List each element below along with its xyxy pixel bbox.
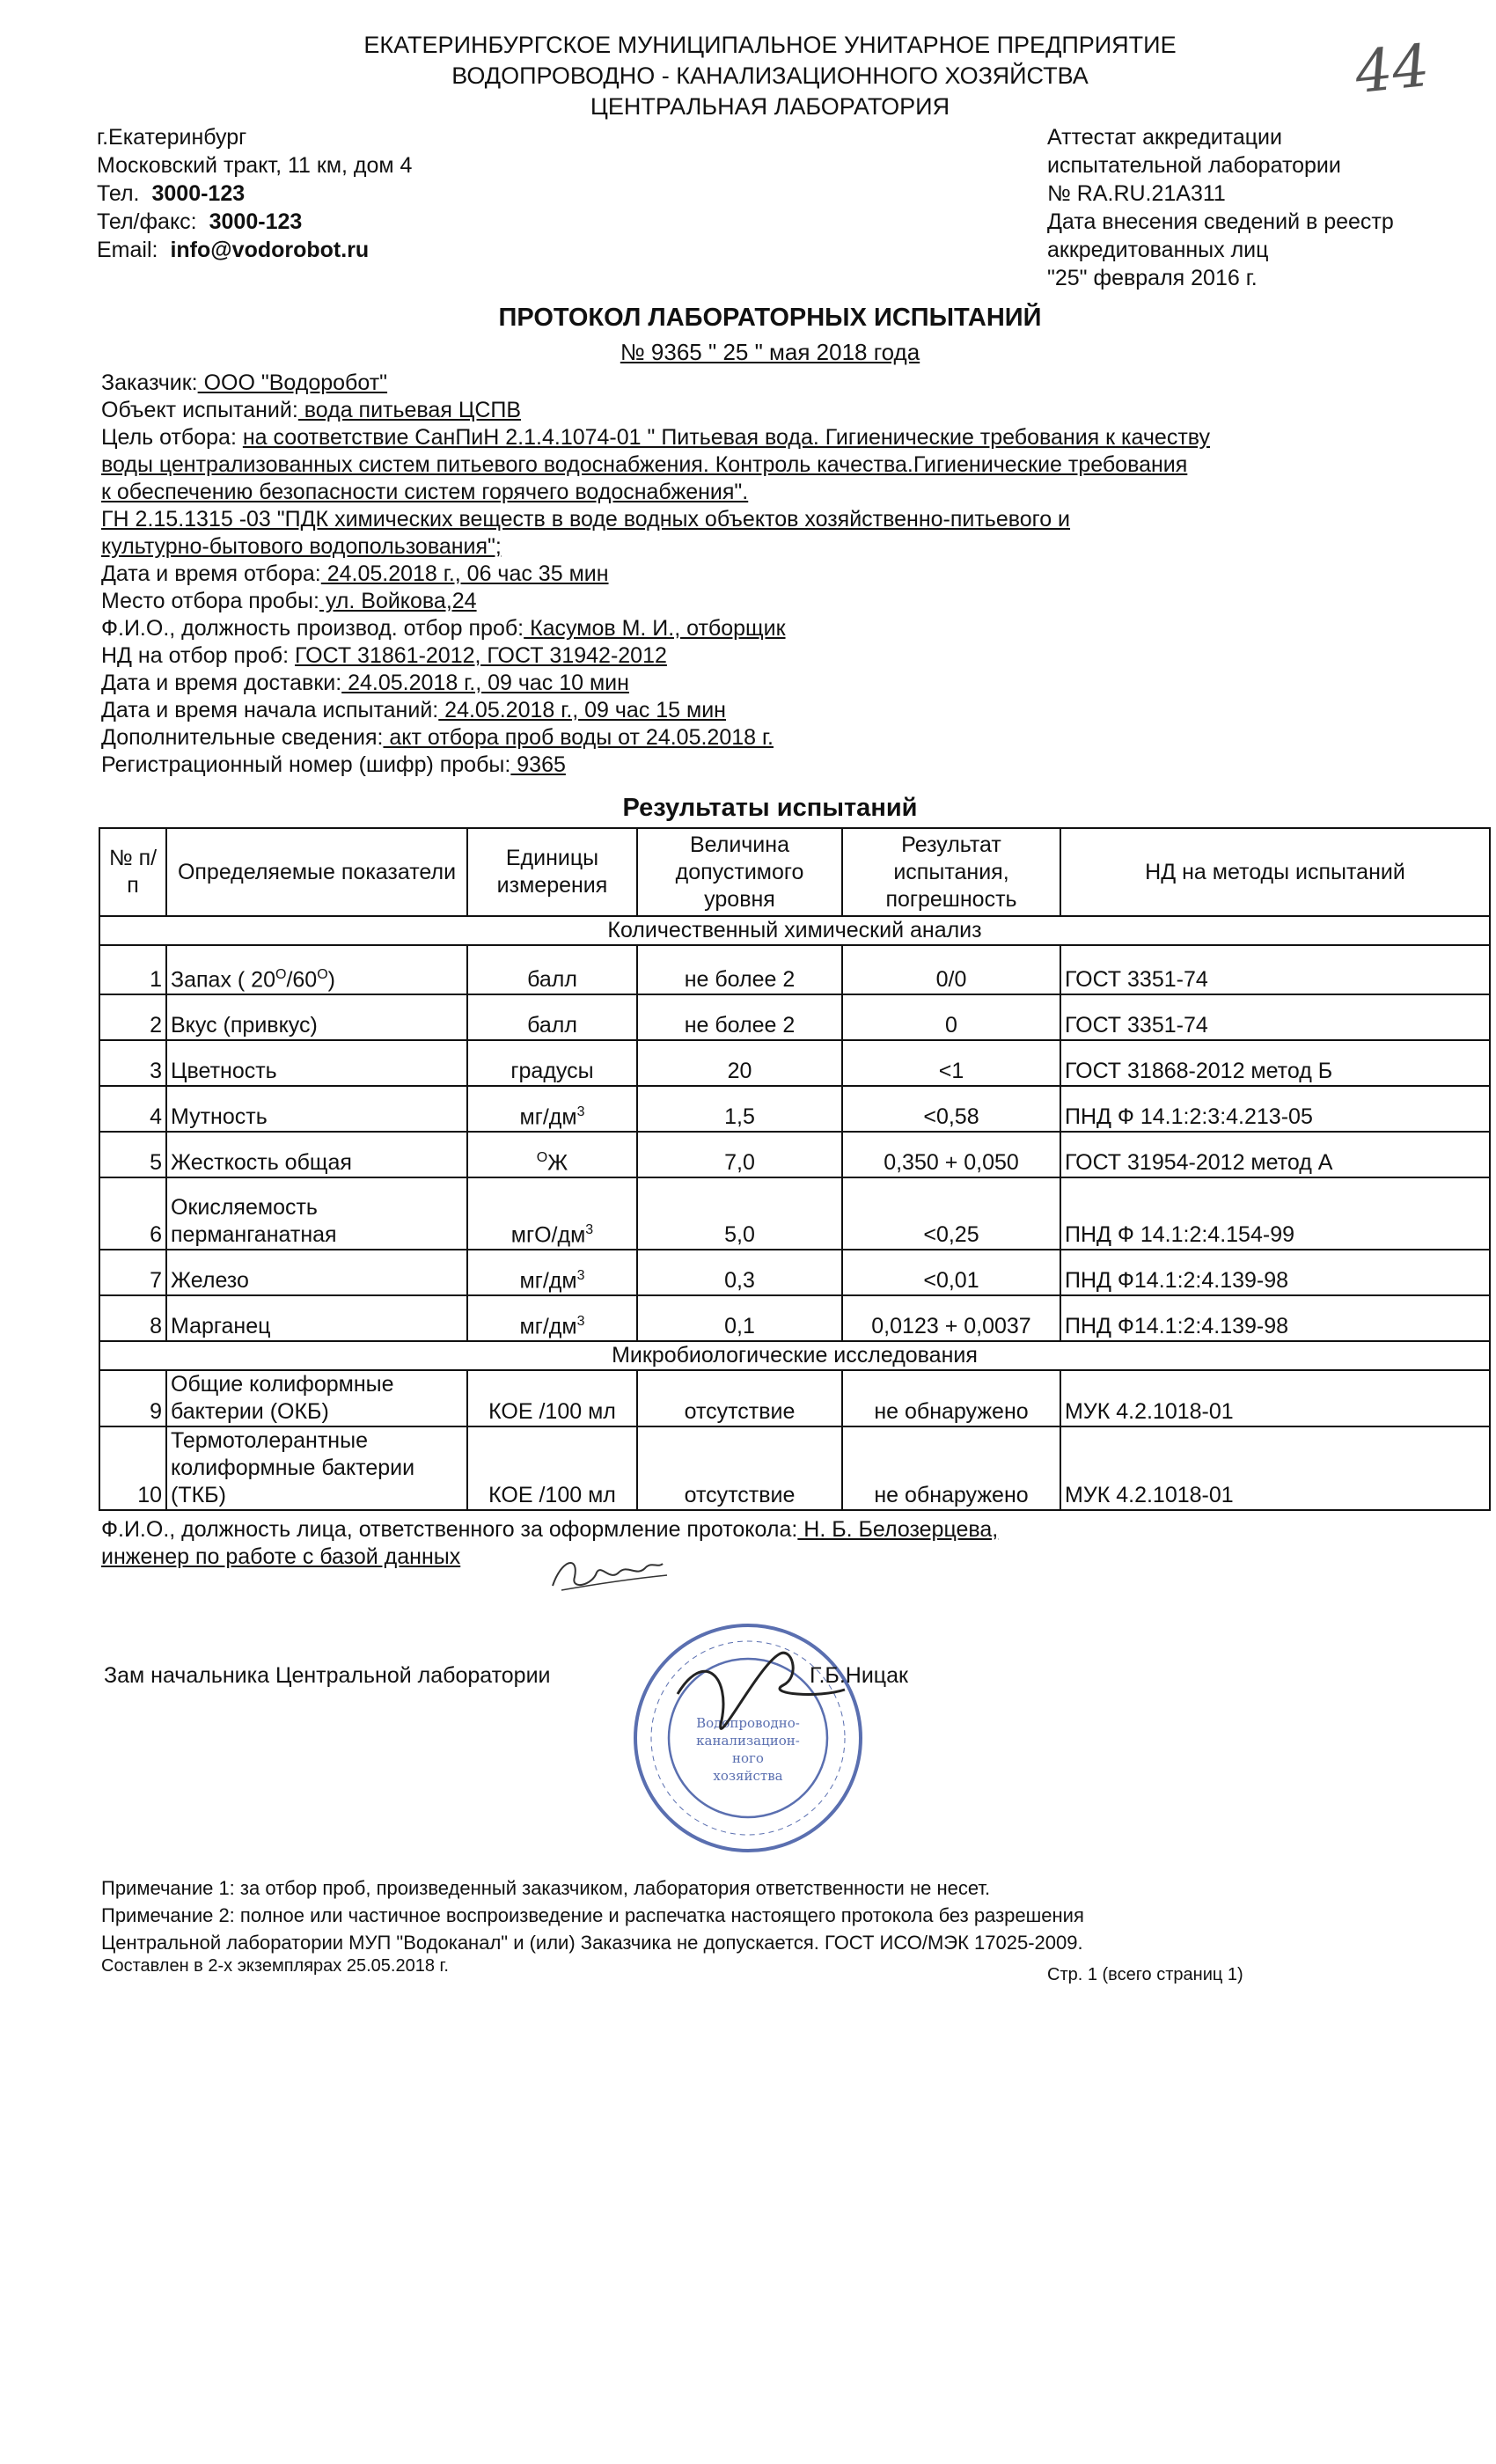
row-limit: отсутствие <box>637 1370 842 1426</box>
contacts-block <box>97 123 412 264</box>
row-method: МУК 4.2.1018-01 <box>1060 1426 1490 1510</box>
table-row <box>99 1086 1490 1132</box>
row-indicator <box>166 1370 467 1426</box>
protocol-number: № 9365 " 25 " мая 2018 года <box>620 339 920 365</box>
stamp-text-2: канализацион- <box>696 1733 800 1749</box>
row-indicator <box>166 1250 467 1295</box>
sampler-row <box>101 615 1404 642</box>
delivery-value: 24.05.2018 г., 09 час 10 мин <box>341 671 629 695</box>
row-limit: 0,3 <box>637 1250 842 1295</box>
row-num: 7 <box>99 1250 166 1295</box>
row-unit <box>467 1132 637 1177</box>
indicator-name-end: ) <box>327 967 335 992</box>
header-limit: Величина допустимого уровня <box>637 828 842 916</box>
test-start-row <box>101 697 1404 724</box>
table-row <box>99 1040 1490 1086</box>
stamp-text-1: Водопроводно- <box>696 1715 800 1731</box>
unit-text: мгО/дм <box>510 1222 586 1247</box>
row-method: ПНД Ф14.1:2:4.139-98 <box>1060 1250 1490 1295</box>
section-row <box>99 1341 1490 1370</box>
object-row <box>101 397 1404 424</box>
nd-value: ГОСТ 31861-2012, ГОСТ 31942-2012 <box>295 643 667 668</box>
chief-label: Зам начальника Центральной лаборатории <box>104 1663 551 1688</box>
unit-sup: 3 <box>585 1221 594 1237</box>
table-row <box>99 1370 1490 1426</box>
accred-line-6: "25" февраля 2016 г. <box>1047 266 1258 290</box>
note-1: Примечание 1: за отбор проб, произведенный заказчиком, лаборатория ответственности не несет. <box>101 1877 991 1899</box>
composed-note: Составлен в 2-х экземплярах 25.05.2018 г. <box>101 1956 449 1976</box>
section-row <box>99 916 1490 945</box>
accred-line-2: испытательной лаборатории <box>1047 153 1341 178</box>
row-num: 9 <box>99 1370 166 1426</box>
row-unit <box>467 1295 637 1341</box>
row-indicator <box>166 1426 467 1510</box>
object-value: вода питьевая ЦСПВ <box>297 398 522 422</box>
unit-text: мг/дм <box>519 1268 577 1293</box>
note-2-line-1: Примечание 2: полное или частичное воспроизведение и распечатка настоящего протокола без разрешения <box>101 1904 1084 1926</box>
row-limit: 7,0 <box>637 1132 842 1177</box>
extra-label: Дополнительные сведения: <box>101 725 384 750</box>
unit-text: балл <box>527 1013 577 1038</box>
row-num: 8 <box>99 1295 166 1341</box>
purpose-value-1: на соответствие СанПиН 2.1.4.1074-01 " Питьевая вода. Гигиенические требования к качеству <box>242 425 1211 450</box>
row-result: не обнаружено <box>842 1426 1060 1510</box>
organization-stamp <box>625 1615 871 1861</box>
sampling-place-value: ул. Войкова,24 <box>319 589 477 613</box>
row-num: 4 <box>99 1086 166 1132</box>
indicator-name: Общие колиформные <box>171 1372 394 1397</box>
header-result: Результат испытания, погрешность <box>842 828 1060 916</box>
customer-label: Заказчик: <box>101 370 198 395</box>
degree-sup-2: О <box>317 966 328 982</box>
row-result: <0,25 <box>842 1177 1060 1250</box>
row-limit: не более 2 <box>637 994 842 1040</box>
indicator-name-mid: /60 <box>286 967 318 992</box>
unit-text: мг/дм <box>519 1104 577 1129</box>
row-result: <0,01 <box>842 1250 1060 1295</box>
accred-line-4: Дата внесения сведений в реестр <box>1047 209 1394 234</box>
sampling-datetime-row <box>101 561 1404 588</box>
test-start-value: 24.05.2018 г., 09 час 15 мин <box>438 698 726 722</box>
row-method: ПНД Ф 14.1:2:3:4.213-05 <box>1060 1086 1490 1132</box>
row-result: <0,58 <box>842 1086 1060 1132</box>
row-num: 10 <box>99 1426 166 1510</box>
row-limit: не более 2 <box>637 945 842 994</box>
phone-row <box>97 180 412 208</box>
header-indicator: Определяемые показатели <box>166 828 467 916</box>
results-body <box>99 916 1490 1510</box>
responsible-signature <box>544 1542 676 1603</box>
row-result: не обнаружено <box>842 1370 1060 1426</box>
indicator-name: Железо <box>171 1268 249 1293</box>
row-method: ПНД Ф 14.1:2:4.154-99 <box>1060 1177 1490 1250</box>
org-line-3: ЦЕНТРАЛЬНАЯ ЛАБОРАТОРИЯ <box>590 93 950 120</box>
fax-value: 3000-123 <box>209 209 303 234</box>
row-indicator <box>166 994 467 1040</box>
results-header-row <box>99 828 1490 916</box>
organization-header <box>0 30 1496 122</box>
row-result: 0 <box>842 994 1060 1040</box>
reg-value: 9365 <box>510 752 566 777</box>
indicator-name: Вкус (привкус) <box>171 1013 318 1038</box>
nd-label: НД на отбор проб: <box>101 643 296 668</box>
stamp-text-3: ного <box>732 1750 764 1766</box>
header-units: Единицы измерения <box>467 828 637 916</box>
sampler-value: Касумов М. И., отборщик <box>524 616 786 641</box>
degree-sup-1: О <box>275 966 287 982</box>
row-unit <box>467 1086 637 1132</box>
responsible-label: Ф.И.О., должность лица, ответственного за оформление протокола: <box>101 1517 798 1542</box>
unit-sup: 3 <box>576 1104 585 1119</box>
unit-pre-sup: О <box>536 1149 548 1165</box>
row-limit: отсутствие <box>637 1426 842 1510</box>
row-result: <1 <box>842 1040 1060 1086</box>
responsible-row <box>101 1516 998 1544</box>
row-indicator <box>166 1040 467 1086</box>
sampling-place-label: Место отбора пробы: <box>101 589 319 613</box>
email-row <box>97 236 412 264</box>
unit-text: балл <box>527 967 577 992</box>
indicator-name: Жесткость общая <box>171 1150 352 1175</box>
phone-label: Тел. <box>97 181 140 206</box>
row-num: 1 <box>99 945 166 994</box>
header-method: НД на методы испытаний <box>1060 828 1490 916</box>
accred-line-1: Аттестат аккредитации <box>1047 125 1282 150</box>
table-row <box>99 1250 1490 1295</box>
row-limit: 5,0 <box>637 1177 842 1250</box>
sampling-place-row <box>101 588 1404 615</box>
unit-text: Ж <box>547 1150 568 1175</box>
row-indicator <box>166 1132 467 1177</box>
table-row <box>99 1177 1490 1250</box>
phone-value: 3000-123 <box>151 181 246 206</box>
table-row <box>99 945 1490 994</box>
protocol-title: ПРОТОКОЛ ЛАБОРАТОРНЫХ ИСПЫТАНИЙ <box>498 304 1042 332</box>
responsible-name: Н. Б. Белозерцева, <box>797 1517 999 1542</box>
purpose-value-4: ГН 2.15.1315 -03 "ПДК химических веществ в воде водных объектов хозяйственно-питьевого и <box>101 507 1071 532</box>
row-unit: КОЕ /100 мл <box>467 1426 637 1510</box>
row-indicator <box>166 1295 467 1341</box>
city: г.Екатеринбург <box>97 125 247 150</box>
customer-row <box>101 370 1404 397</box>
unit-sup: 3 <box>576 1267 585 1283</box>
row-method: ГОСТ 3351-74 <box>1060 945 1490 994</box>
sampler-label: Ф.И.О., должность производ. отбор проб: <box>101 616 524 641</box>
email-label: Email: <box>97 238 158 262</box>
row-result: 0,350 + 0,050 <box>842 1132 1060 1177</box>
row-limit: 1,5 <box>637 1086 842 1132</box>
handwritten-page-number: 44 <box>1352 31 1433 107</box>
sample-info <box>101 370 1404 779</box>
accred-line-5: аккредитованных лиц <box>1047 238 1269 262</box>
indicator-name: Марганец <box>171 1314 271 1338</box>
accreditation-block <box>1047 123 1394 292</box>
section-microbiology: Микробиологические исследования <box>99 1341 1490 1370</box>
org-line-2: ВОДОПРОВОДНО - КАНАЛИЗАЦИОННОГО ХОЗЯЙСТВА <box>451 62 1089 89</box>
table-row <box>99 1426 1490 1510</box>
notes-block <box>101 1874 1084 1956</box>
fax-row <box>97 208 412 236</box>
indicator-name-2: перманганатная <box>171 1222 337 1247</box>
accred-line-3: № RA.RU.21A311 <box>1047 181 1226 206</box>
row-unit <box>467 1250 637 1295</box>
sampling-datetime-label: Дата и время отбора: <box>101 561 321 586</box>
chief-name: Г.Б.Ницак <box>810 1663 908 1688</box>
table-row <box>99 1295 1490 1341</box>
indicator-name-2: колиформные бактерии <box>171 1456 415 1480</box>
header-num: № п/п <box>99 828 166 916</box>
page-info: Стр. 1 (всего страниц 1) <box>1047 1965 1243 1984</box>
row-indicator <box>166 1177 467 1250</box>
indicator-name-3: (ТКБ) <box>171 1483 226 1507</box>
extra-value: акт отбора проб воды от 24.05.2018 г. <box>383 725 774 750</box>
row-num: 6 <box>99 1177 166 1250</box>
row-result: 0/0 <box>842 945 1060 994</box>
indicator-name: Мутность <box>171 1104 268 1129</box>
row-method: ГОСТ 3351-74 <box>1060 994 1490 1040</box>
unit-text: мг/дм <box>519 1314 577 1338</box>
test-start-label: Дата и время начала испытаний: <box>101 698 439 722</box>
row-unit <box>467 945 637 994</box>
row-unit: КОЕ /100 мл <box>467 1370 637 1426</box>
results-table <box>99 827 1491 1511</box>
nd-row <box>101 642 1404 670</box>
sampling-datetime-value: 24.05.2018 г., 06 час 35 мин <box>320 561 609 586</box>
unit-sup: 3 <box>576 1313 585 1329</box>
table-row <box>99 1132 1490 1177</box>
row-indicator <box>166 945 467 994</box>
delivery-label: Дата и время доставки: <box>101 671 342 695</box>
results-title: Результаты испытаний <box>622 794 918 822</box>
purpose-label: Цель отбора: <box>101 425 243 450</box>
object-label: Объект испытаний: <box>101 398 298 422</box>
customer-value: ООО "Водоробот" <box>197 370 388 395</box>
purpose-value-5: культурно-бытового водопользования"; <box>101 534 502 559</box>
table-row <box>99 994 1490 1040</box>
section-chemical: Количественный химический анализ <box>99 916 1490 945</box>
row-method: ГОСТ 31868-2012 метод Б <box>1060 1040 1490 1086</box>
row-indicator <box>166 1086 467 1132</box>
responsible-position: инженер по работе с базой данных <box>101 1544 461 1569</box>
row-limit: 0,1 <box>637 1295 842 1341</box>
row-num: 3 <box>99 1040 166 1086</box>
row-method: ПНД Ф14.1:2:4.139-98 <box>1060 1295 1490 1341</box>
reg-row <box>101 752 1404 779</box>
row-limit: 20 <box>637 1040 842 1086</box>
row-unit <box>467 994 637 1040</box>
indicator-name: Термотолерантные <box>171 1428 368 1453</box>
row-num: 2 <box>99 994 166 1040</box>
row-method: МУК 4.2.1018-01 <box>1060 1370 1490 1426</box>
note-2-line-2: Центральной лаборатории МУП "Водоканал" и (или) Заказчика не допускается. ГОСТ ИСО/МЭК 17025-2009. <box>101 1932 1083 1954</box>
address: Московский тракт, 11 км, дом 4 <box>97 153 413 178</box>
indicator-name: Запах ( 20 <box>171 967 275 992</box>
extra-row <box>101 724 1404 752</box>
fax-label: Тел/факс: <box>97 209 197 234</box>
indicator-name-2: бактерии (ОКБ) <box>171 1399 329 1424</box>
reg-label: Регистрационный номер (шифр) пробы: <box>101 752 511 777</box>
purpose-value-3: к обеспечению безопасности систем горячего водоснабжения". <box>101 480 749 504</box>
purpose-value-2: воды централизованных систем питьевого водоснабжения. Контроль качества.Гигиенические требования <box>101 452 1188 477</box>
indicator-name: Цветность <box>171 1059 277 1083</box>
row-unit <box>467 1177 637 1250</box>
row-unit <box>467 1040 637 1086</box>
indicator-name: Окисляемость <box>171 1195 318 1220</box>
purpose-row <box>101 424 1404 451</box>
row-method: ГОСТ 31954-2012 метод А <box>1060 1132 1490 1177</box>
row-num: 5 <box>99 1132 166 1177</box>
delivery-row <box>101 670 1404 697</box>
stamp-text-4: хозяйства <box>713 1768 783 1784</box>
unit-text: градусы <box>510 1059 594 1083</box>
email-value: info@vodorobot.ru <box>170 238 370 262</box>
row-result: 0,0123 + 0,0037 <box>842 1295 1060 1341</box>
org-line-1: ЕКАТЕРИНБУРГСКОЕ МУНИЦИПАЛЬНОЕ УНИТАРНОЕ ПРЕДПРИЯТИЕ <box>363 32 1177 58</box>
